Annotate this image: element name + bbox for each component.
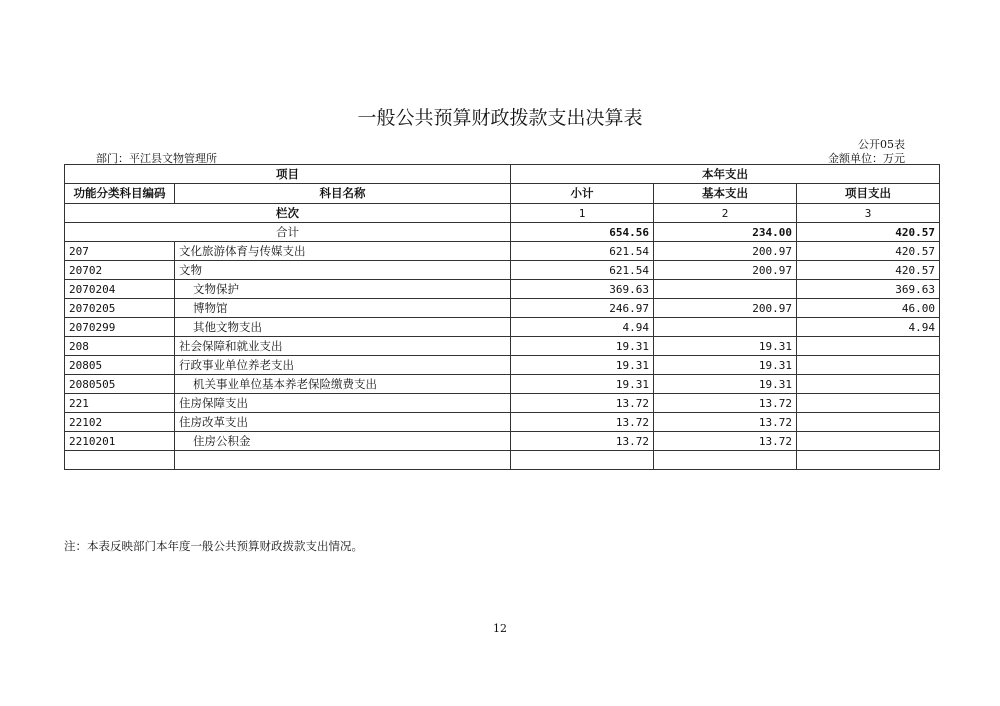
row-subtotal: 19.31 [511,356,654,375]
row-name: 住房公积金 [175,432,511,451]
total-subtotal: 654.56 [511,223,654,242]
row-project: 420.57 [797,261,940,280]
row-name: 机关事业单位基本养老保险缴费支出 [175,375,511,394]
row-basic [654,318,797,337]
form-code: 公开05表 [858,138,905,151]
row-project [797,432,940,451]
row-basic: 19.31 [654,356,797,375]
row-name: 文化旅游体育与传媒支出 [175,242,511,261]
header-year-expense: 本年支出 [511,165,940,184]
row-code: 2070299 [65,318,175,337]
header-project: 项目支出 [797,184,940,204]
row-basic: 19.31 [654,375,797,394]
table-row [65,337,940,356]
row-name: 社会保障和就业支出 [175,337,511,356]
row-code [65,451,175,470]
row-name: 文物 [175,261,511,280]
header-item: 项目 [65,165,511,184]
row-name: 文物保护 [175,280,511,299]
total-row [65,223,940,242]
row-name: 住房保障支出 [175,394,511,413]
row-code: 22102 [65,413,175,432]
row-code: 2210201 [65,432,175,451]
table-row [65,318,940,337]
row-subtotal: 246.97 [511,299,654,318]
row-name: 住房改革支出 [175,413,511,432]
row-subtotal: 369.63 [511,280,654,299]
column-number-2: 2 [654,204,797,223]
header-subtotal: 小计 [511,184,654,204]
column-number-1: 1 [511,204,654,223]
row-name: 行政事业单位养老支出 [175,356,511,375]
expenditure-table [64,164,940,470]
row-basic: 200.97 [654,242,797,261]
page-title: 一般公共预算财政拨款支出决算表 [357,107,643,129]
department-label: 部门：平江县文物管理所 [96,152,217,165]
row-basic: 19.31 [654,337,797,356]
row-name [175,451,511,470]
row-project [797,413,940,432]
table-row [65,280,940,299]
total-label: 合计 [65,223,511,242]
row-subtotal: 19.31 [511,337,654,356]
row-code: 221 [65,394,175,413]
row-basic [654,451,797,470]
row-code: 208 [65,337,175,356]
row-basic: 200.97 [654,299,797,318]
page-number: 12 [493,622,507,635]
table-note: 注：本表反映部门本年度一般公共预算财政拨款支出情况。 [64,539,363,553]
total-project: 420.57 [797,223,940,242]
row-project: 4.94 [797,318,940,337]
table-row [65,299,940,318]
row-basic [654,280,797,299]
column-label: 栏次 [65,204,511,223]
row-basic: 200.97 [654,261,797,280]
row-code: 2070204 [65,280,175,299]
row-subtotal [511,451,654,470]
table-row [65,394,940,413]
row-code: 2070205 [65,299,175,318]
row-code: 20702 [65,261,175,280]
row-name: 博物馆 [175,299,511,318]
row-subtotal: 19.31 [511,375,654,394]
table-row [65,451,940,470]
row-subtotal: 13.72 [511,413,654,432]
row-project [797,375,940,394]
row-code: 20805 [65,356,175,375]
row-name: 其他文物支出 [175,318,511,337]
header-code: 功能分类科目编码 [65,184,175,204]
unit-label: 金额单位：万元 [828,152,905,165]
header-basic: 基本支出 [654,184,797,204]
table-row [65,242,940,261]
table-row [65,261,940,280]
total-basic: 234.00 [654,223,797,242]
row-basic: 13.72 [654,413,797,432]
row-project: 369.63 [797,280,940,299]
row-basic: 13.72 [654,394,797,413]
table-row [65,413,940,432]
row-project: 420.57 [797,242,940,261]
row-project [797,356,940,375]
table-row [65,432,940,451]
row-subtotal: 13.72 [511,432,654,451]
table-row [65,375,940,394]
row-code: 207 [65,242,175,261]
row-project: 46.00 [797,299,940,318]
row-basic: 13.72 [654,432,797,451]
row-project [797,394,940,413]
row-code: 2080505 [65,375,175,394]
header-name: 科目名称 [175,184,511,204]
row-project [797,451,940,470]
row-subtotal: 621.54 [511,261,654,280]
row-subtotal: 13.72 [511,394,654,413]
row-subtotal: 4.94 [511,318,654,337]
table-row [65,356,940,375]
row-subtotal: 621.54 [511,242,654,261]
column-number-3: 3 [797,204,940,223]
row-project [797,337,940,356]
